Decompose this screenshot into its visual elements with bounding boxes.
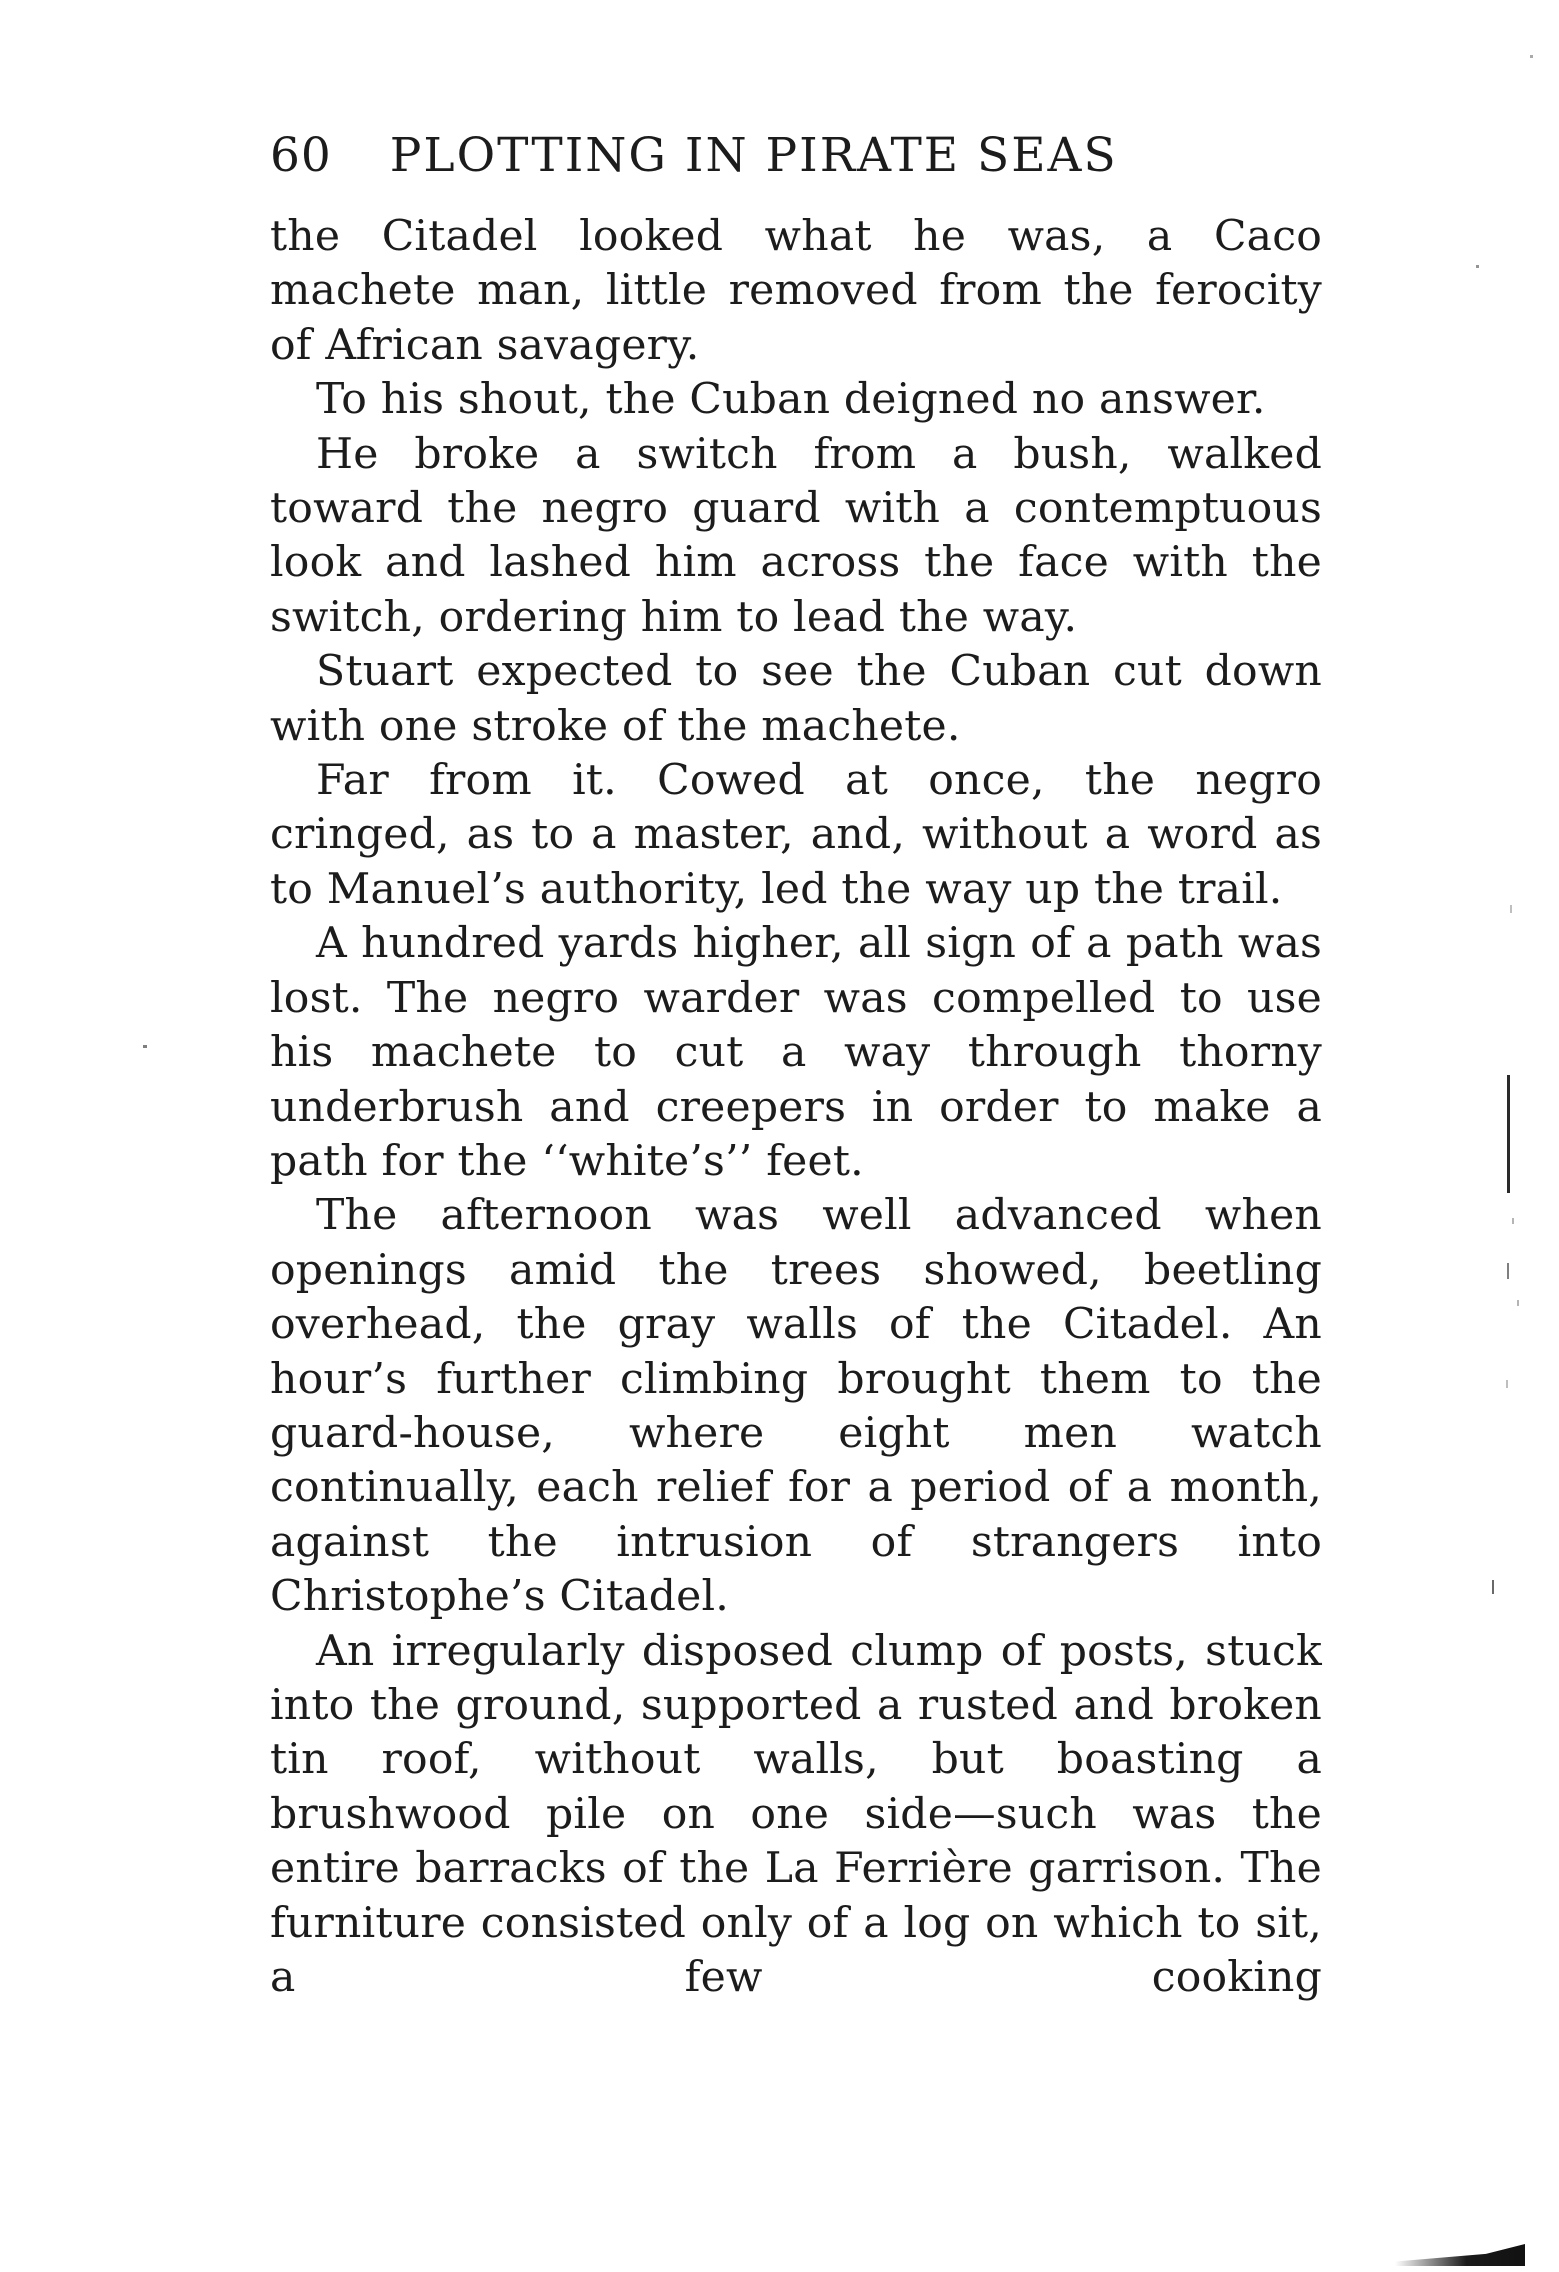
scan-mark — [1510, 905, 1512, 913]
scan-mark — [1530, 55, 1533, 58]
running-title: PLOTTING IN PIRATE SEAS — [389, 128, 1118, 183]
scan-mark — [1517, 1300, 1519, 1306]
scan-mark — [1476, 265, 1479, 268]
scan-mark — [1507, 1075, 1510, 1193]
scan-mark — [1492, 1580, 1494, 1594]
body-text — [270, 210, 1322, 2005]
page-number: 60 — [270, 128, 332, 183]
scan-mark — [1512, 1218, 1514, 1224]
paragraph: He broke a switch from a bush, walked toward the negro guard with a contemptuous look and lashed him across the face with the switch, ordering him to lead the way. — [270, 429, 1322, 642]
page-edge-shadow — [1395, 2244, 1525, 2266]
paragraph: The afternoon was well advanced when openings amid the trees showed, beetling overhead, the gray walls of the Citadel. An hour’s further climbing brought them to the guard-house, where eight men watch continually, each relief for a period of a month, against the intrusion of strangers into Christophe’s Citadel. — [270, 1191, 1322, 1622]
paragraph: Far from it. Cowed at once, the negro cringed, as to a master, and, without a word as to Manuel’s authority, led the way up the trail. — [270, 756, 1322, 914]
paragraph: the Citadel looked what he was, a Caco machete man, little removed from the ferocity of African savagery. — [270, 212, 1322, 370]
scan-mark — [1507, 1263, 1509, 1279]
paragraph: A hundred yards higher, all sign of a path was lost. The negro warder was compelled to use his machete to cut a way through thorny underbrush and creepers in order to make a path for the ‘‘white’s’’ feet. — [270, 919, 1322, 1186]
paragraph: Stuart expected to see the Cuban cut down with one stroke of the machete. — [270, 647, 1322, 751]
paragraph: To his shout, the Cuban deigned no answer. — [316, 375, 1266, 425]
scan-mark — [143, 1045, 147, 1048]
paragraph: An irregularly disposed clump of posts, stuck into the ground, supported a rusted and broken tin roof, without walls, but boasting a brushwood pile on one side—such was the entire barracks of the La Ferrière garrison. The furniture consisted only of a log on which to sit, a few cooking — [270, 1626, 1322, 2002]
page-header — [270, 128, 1320, 188]
scan-mark — [1506, 1380, 1508, 1388]
